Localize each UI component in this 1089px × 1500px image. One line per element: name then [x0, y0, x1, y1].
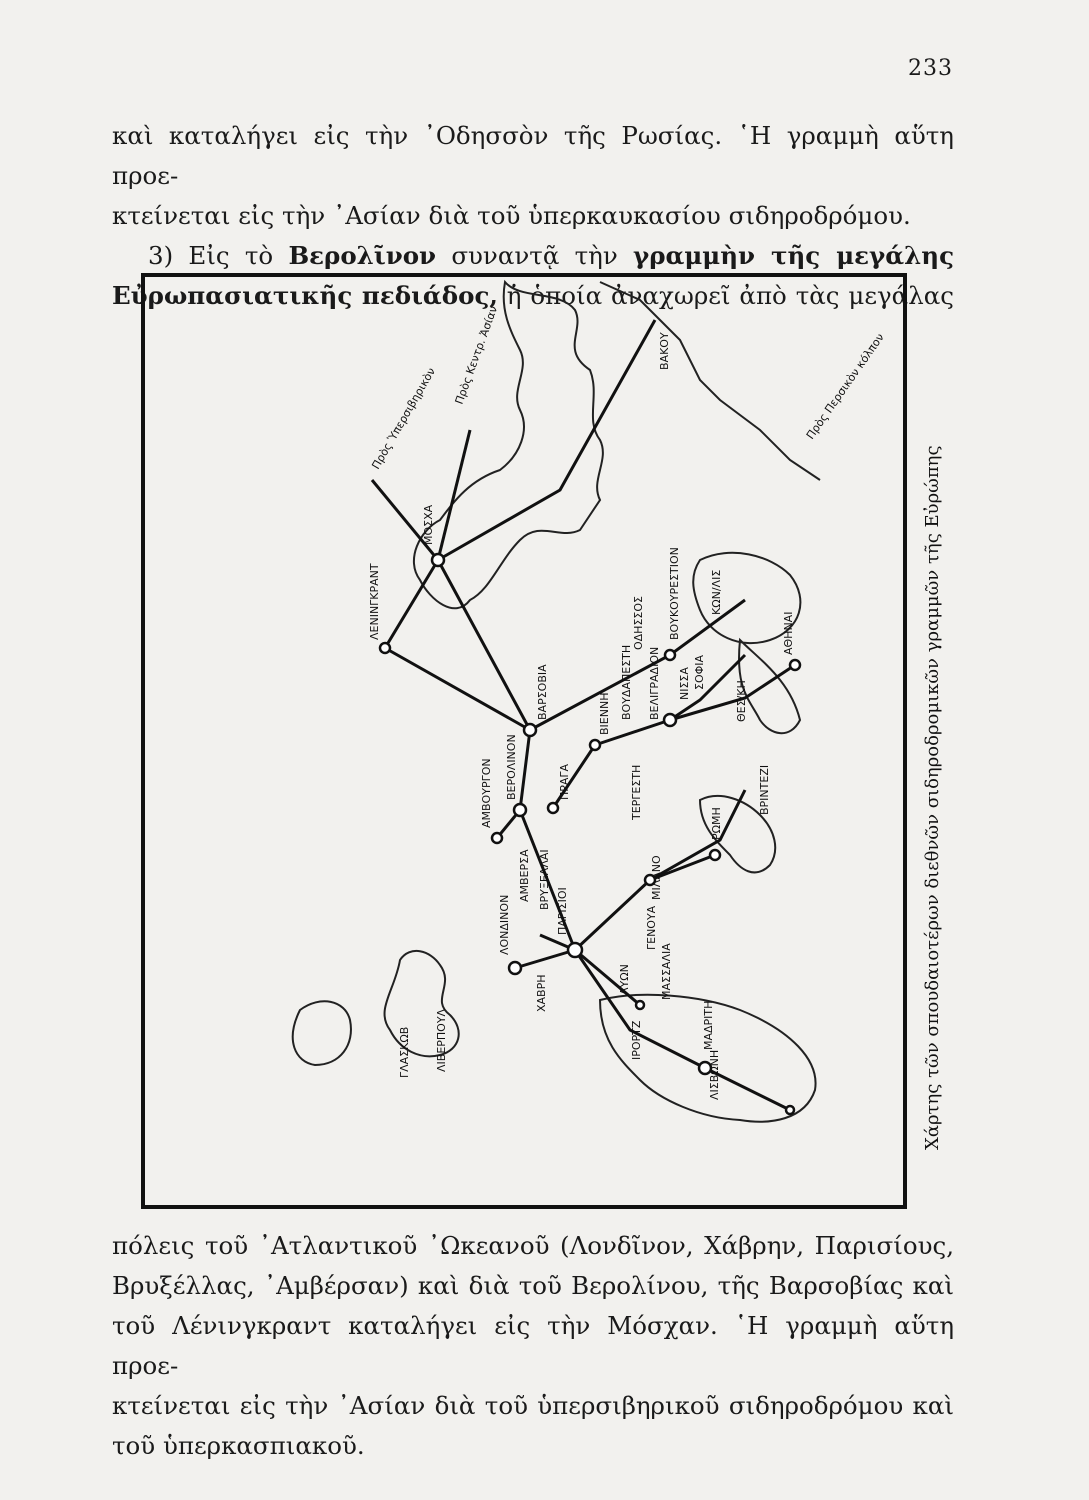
page-number: 233 [908, 56, 953, 81]
city-marker-budapest [664, 714, 676, 726]
rail-moscow-asia [438, 430, 470, 560]
city-marker-athens [790, 660, 800, 670]
city-label-belgrade: ΒΕΛΙΓΡΑΔΙΟΝ [648, 646, 661, 720]
city-label-hendaye: ΙΡΟΡΤΖ [630, 1020, 643, 1060]
city-marker-leningrad [380, 643, 390, 653]
city-marker-prague [548, 803, 558, 813]
map-frame [143, 275, 905, 1207]
text-line: τοῦ Λένινγκραντ καταλήγει εἰς τὴν Μόσχαν. ῾Η γραμμὴ αὕτη προε- [112, 1311, 954, 1380]
city-marker-berlin [514, 804, 526, 816]
rail-leningrad-moscow [385, 560, 438, 648]
city-label-paris: ΠΑΡΙΣΙΟΙ [556, 887, 569, 935]
city-label-prague: ΠΡΑΓΑ [558, 763, 571, 800]
city-label-warsaw: ΒΑΡΣΟΒΙΑ [536, 664, 549, 720]
city-label-genoa: ΓΕΝΟΥΑ [645, 905, 658, 950]
text-line: πόλεις τοῦ ᾿Ατλαντικοῦ ᾿Ωκεανοῦ (Λονδῖνον, Χάβρην, Παρισίους, [112, 1231, 954, 1260]
city-label-sofia: ΣΟΦΙΑ [693, 654, 706, 690]
text-run: συναντᾷ τὴν [436, 241, 634, 270]
city-label-vienna: ΒΙΕΝΝΗ [598, 692, 611, 735]
text-line: τοῦ ὑπερκασπιακοῦ. [112, 1431, 365, 1460]
city-label-athens: ΑΘΗΝΑΙ [782, 611, 795, 655]
map-caption: Χάρτης τῶν σπουδαιοτέρων διεθνῶν σιδηροδρομικῶν γραμμῶν τῆς Εὐρώπης [922, 445, 943, 1150]
city-marker-warsaw [524, 724, 536, 736]
city-label-brussels: ΒΡΥΞΕΛΛΑΙ [538, 849, 551, 910]
city-label-budapest: ΒΟΥΔΑΠΕΣΤΗ [620, 644, 633, 720]
city-marker-vienna [590, 740, 600, 750]
text-run: ἡ ὁποία ἀναχωρεῖ ἀπὸ τὰς μεγάλας [497, 281, 954, 310]
city-label-lyon: ΛΥΩΝ [618, 964, 631, 995]
city-label-rome: ΡΩΜΗ [710, 807, 723, 840]
text-line: κτείνεται εἰς τὴν ᾿Ασίαν διὰ τοῦ ὑπερσιβηρικοῦ σιδηροδρόμου καὶ [112, 1391, 954, 1420]
city-label-lisbon: ΛΙΣΒΩΝΗ [708, 1049, 721, 1100]
city-label-havre: ΧΑΒΡΗ [535, 974, 548, 1012]
city-label-trieste: ΤΕΡΓΕΣΤΗ [630, 764, 643, 820]
label-to-persian-gulf: Πρὸς Περσικὸν κόλπον [803, 331, 887, 442]
city-label-constantinople: ΚΩΝ/ΛΙΣ [710, 569, 723, 615]
city-label-glasgow: ΓΛΑΣΚΩΒ [398, 1026, 411, 1078]
text-line: Βρυξέλλας, ᾿Αμβέρσαν) καὶ διὰ τοῦ Βερολίνου, τῆς Βαρσοβίας καὶ [112, 1271, 954, 1300]
city-label-madrid: ΜΑΔΡΙΤΗ [702, 1000, 715, 1050]
bold-term: γραμμὴν τῆς μεγάλης [633, 241, 954, 270]
label-to-central-asia: Πρὸς Κεντρ. Ἀσίαν [452, 304, 501, 407]
city-label-moscow: ΜΟΣΧΑ [422, 504, 435, 545]
city-marker-marseille [636, 1001, 644, 1009]
text-run: 3) Εἰς τὸ [148, 241, 289, 270]
city-label-marseille: ΜΑΣΣΑΛΙΑ [660, 943, 673, 1000]
city-marker-paris [568, 943, 582, 957]
city-label-nis: ΝΙΣΣΑ [678, 667, 691, 700]
city-marker-bucharest [665, 650, 675, 660]
ireland [293, 1001, 351, 1065]
bottom-paragraph [112, 1226, 954, 1466]
city-label-milan: ΜΙΛΑΝΟ [650, 855, 663, 900]
city-label-odessa: ΟΔΗΣΣΟΣ [632, 596, 645, 650]
bold-term: Εὐρωπασιατικῆς πεδιάδος, [112, 281, 498, 310]
text-line: κτείνεται εἰς τὴν ᾿Ασίαν διὰ τοῦ ὑπερκαυκασίου σιδηροδρόμου. [112, 201, 911, 230]
city-label-bucharest: ΒΟΥΚΟΥΡΕΣΤΙΟΝ [668, 547, 681, 640]
city-marker-moscow [432, 554, 444, 566]
city-label-brindisi: ΒΡΙΝΤΕΖΙ [758, 764, 771, 815]
city-label-baku: ΒΑΚΟΥ [658, 332, 671, 370]
city-marker-lisbon [786, 1106, 794, 1114]
text-line: καὶ καταλήγει εἰς τὴν ᾿Οδησσὸν τῆς Ρωσίας. ῾Η γραμμὴ αὕτη προε- [112, 121, 954, 190]
city-label-london: ΛΟΝΔΙΝΟΝ [498, 894, 511, 955]
city-label-thessaloniki: ΘΕΣ/ΚΗ [735, 680, 748, 722]
rail-paris-london [515, 950, 575, 968]
city-marker-hamburg [492, 833, 502, 843]
label-to-siberian: Πρὸς Ὑπερσιβηρικὸν [369, 365, 439, 472]
city-marker-rome [710, 850, 720, 860]
rail-warsaw-berlin [520, 730, 530, 810]
city-marker-london [509, 962, 521, 974]
bold-term: Βερολῖνον [288, 241, 437, 270]
northern-coast [600, 282, 820, 480]
city-label-antwerp: ΑΜΒΕΡΣΑ [518, 849, 531, 902]
city-label-berlin: ΒΕΡΟΛΙΝΟΝ [505, 734, 518, 800]
city-label-liverpool: ΛΙΒΕΡΠΟΥΛ [435, 1008, 448, 1072]
railway-lines [372, 320, 795, 1110]
city-label-leningrad: ΛΕΝΙΝΓΚΡΑΝΤ [368, 563, 381, 640]
city-label-hamburg: ΑΜΒΟΥΡΓΟΝ [480, 758, 493, 828]
